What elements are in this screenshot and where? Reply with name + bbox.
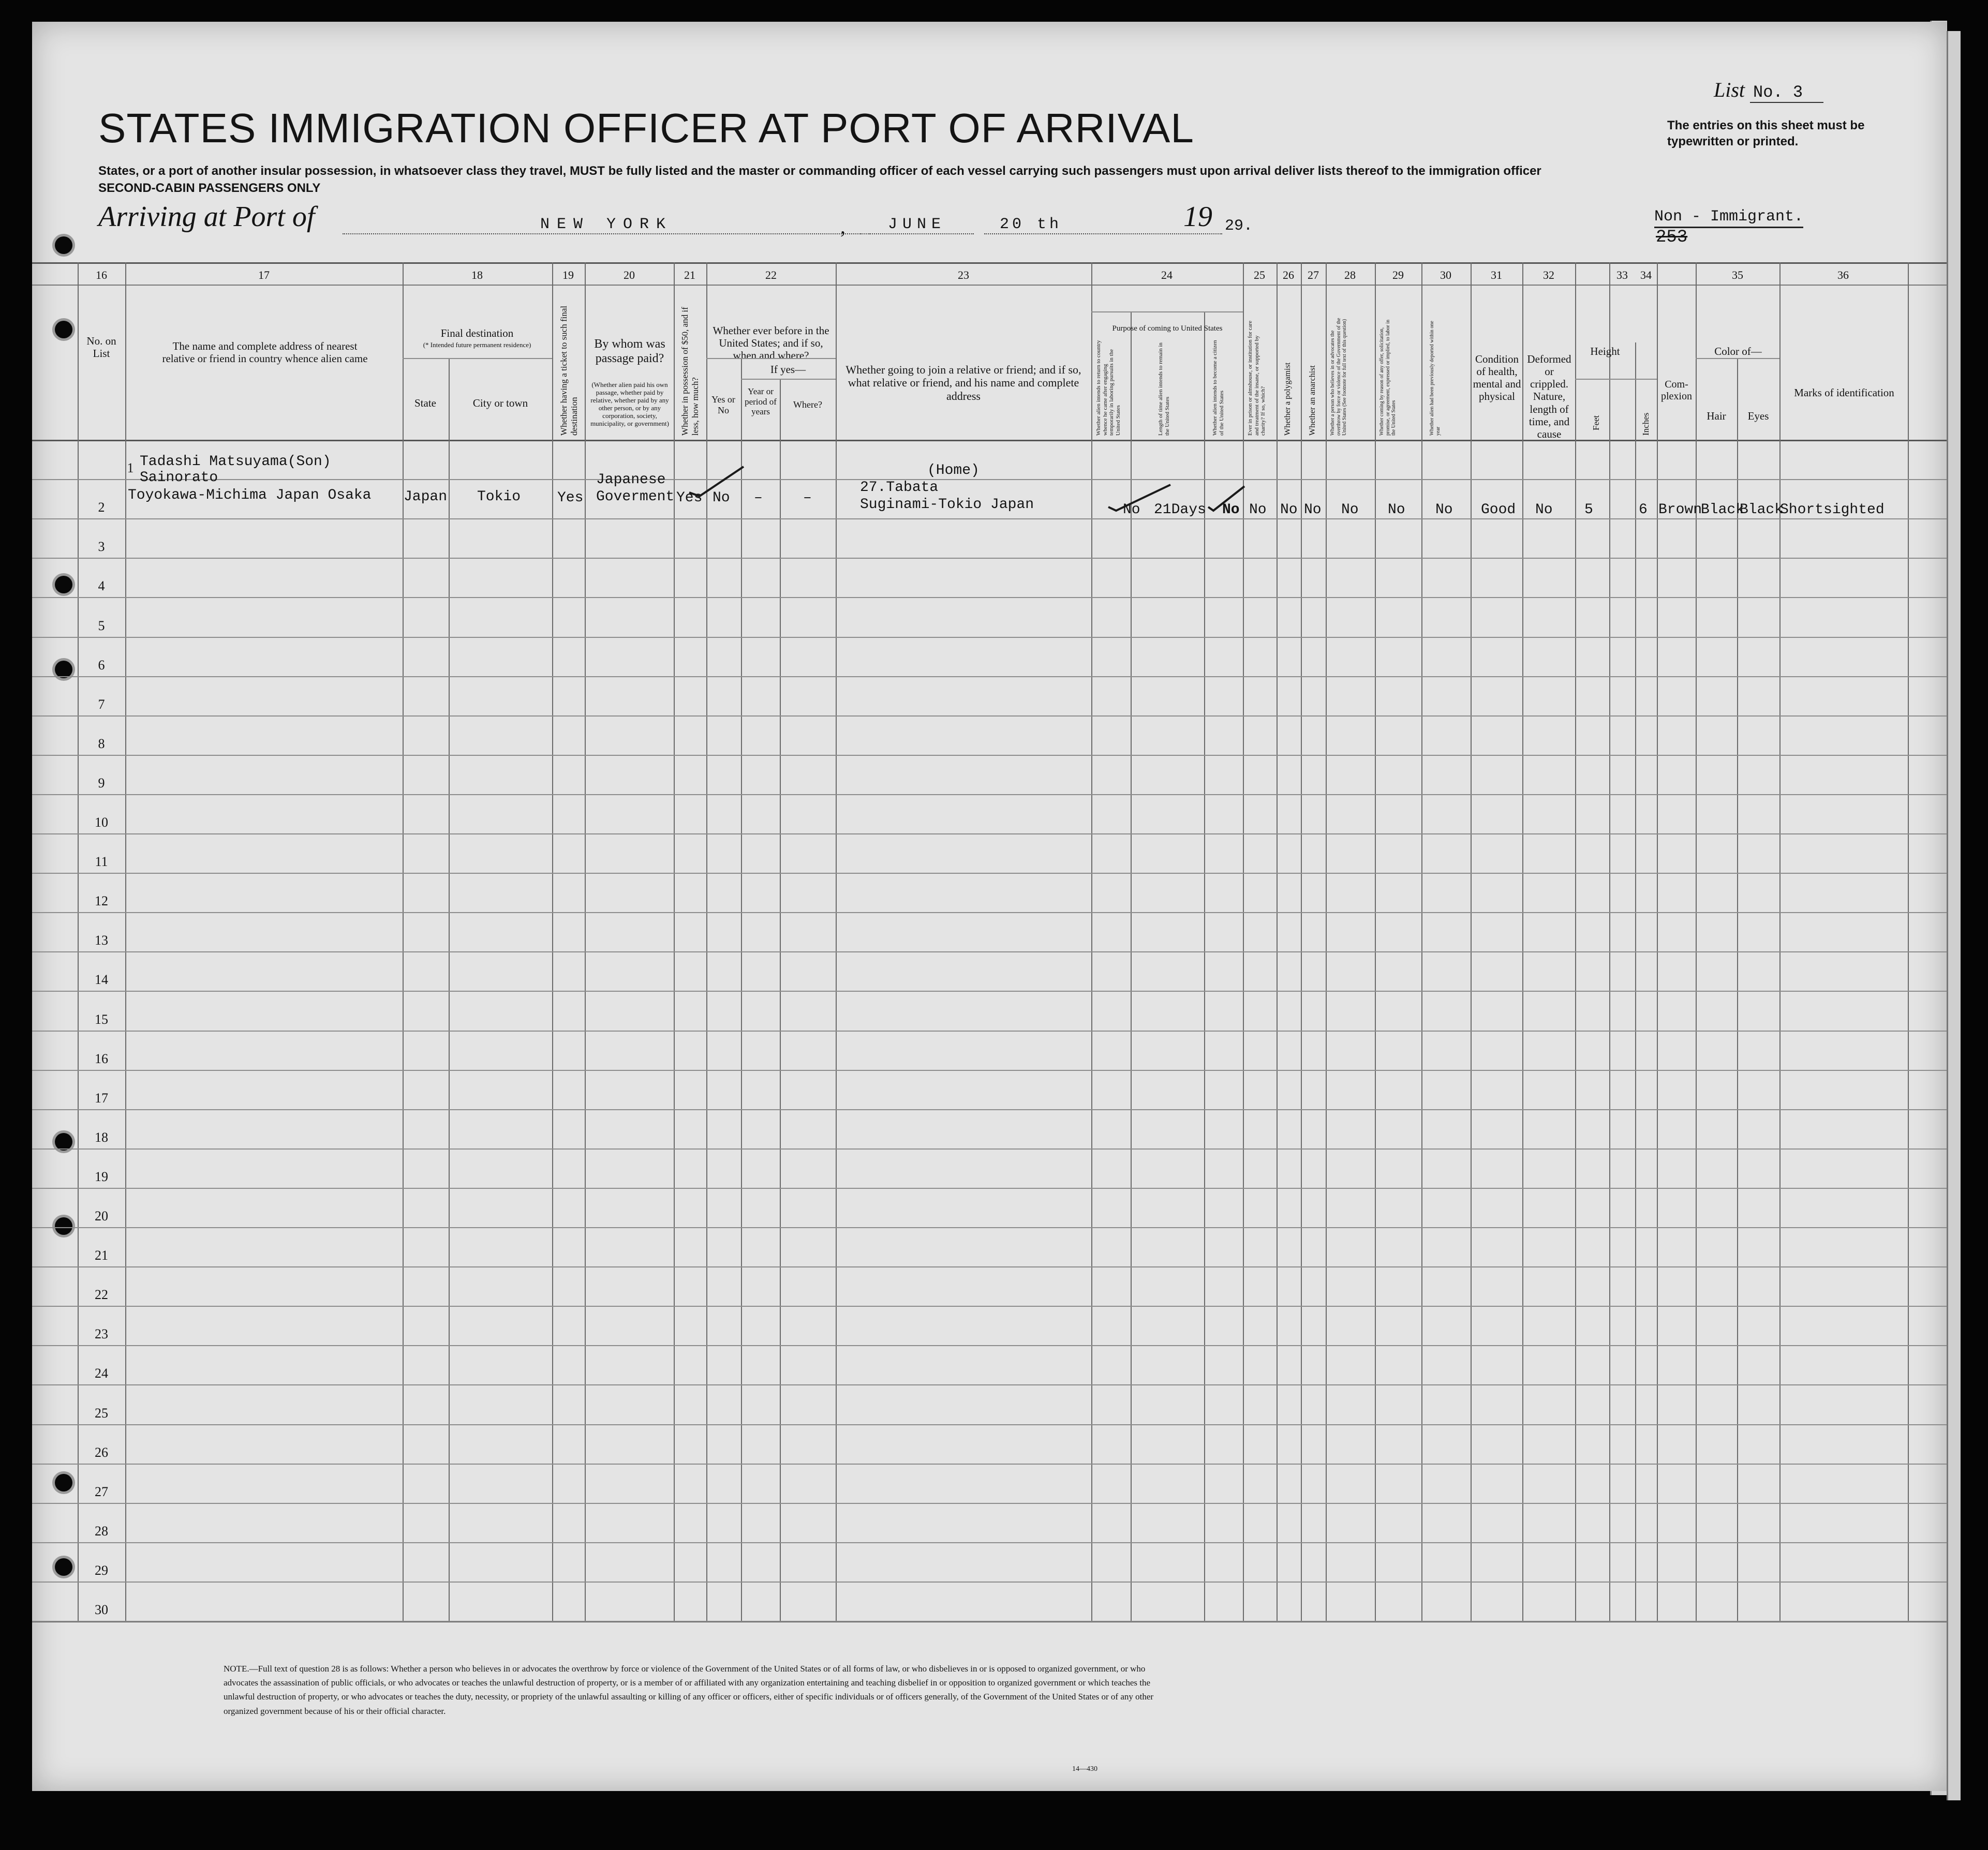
col24a-header: Whether alien intends to return to country whence he came after engaging temporarily in laboring pursuits in the United States: [1095, 340, 1121, 436]
hair-color: Black: [1701, 502, 1745, 518]
join-note: (Home): [927, 463, 980, 479]
row-number: 7: [98, 696, 105, 712]
row-rule: [32, 1424, 1947, 1425]
col-rule: [741, 358, 742, 1621]
col-number: 17: [258, 268, 270, 281]
col-rule: [78, 262, 79, 1621]
row-number: 22: [95, 1287, 108, 1303]
col-rule: [1471, 262, 1472, 1621]
before-us-answer: No: [713, 490, 730, 506]
row-number: 8: [98, 736, 105, 751]
col24b-header: Length of time alien intends to remain in the United States: [1158, 342, 1170, 436]
col22-year: Year or period of years: [745, 386, 777, 417]
non-immigrant-label: Non - Immigrant.: [1654, 208, 1803, 228]
row-rule: [32, 1070, 1947, 1071]
row-rule: [32, 715, 1947, 717]
col27-header: Whether an anarchist: [1308, 365, 1317, 436]
comma: ,: [840, 215, 845, 238]
join-address-line2: Suginami-Tokio Japan: [860, 497, 1034, 513]
row-number: 19: [95, 1169, 108, 1184]
row-rule: [32, 637, 1947, 638]
row-number: 30: [95, 1602, 108, 1617]
page-edge: [1947, 31, 1961, 1800]
col20-header: By whom was passage paid?: [594, 337, 665, 365]
col-rule: [1696, 262, 1697, 1621]
row-number: 11: [95, 854, 108, 870]
identification-marks: Shortsighted: [1780, 502, 1885, 518]
col19-header: Whether having a ticket to such final destination: [559, 305, 579, 436]
year-period-answer: –: [754, 490, 763, 506]
row-rule: [32, 755, 1947, 756]
ticket-answer: Yes: [557, 490, 584, 506]
col-rule: [1091, 262, 1092, 1621]
arriving-label: Arriving at Port of: [98, 201, 315, 233]
row-rule: [32, 479, 1947, 480]
col-number: 24: [1161, 268, 1173, 281]
col-rule: [1635, 342, 1636, 1621]
paid-by-line2: Goverment: [596, 489, 675, 505]
binder-hole: [55, 1474, 72, 1491]
form-number: 14—430: [1072, 1765, 1097, 1773]
header-subrule: [741, 379, 836, 380]
question29-answer: No: [1388, 502, 1405, 518]
col-rule: [1779, 262, 1781, 1621]
row-number: 27: [95, 1484, 108, 1499]
binder-hole: [55, 236, 72, 254]
return-intent: No: [1123, 502, 1140, 518]
row-number: 5: [98, 618, 105, 633]
row-rule: [32, 1582, 1947, 1583]
question28-answer: No: [1341, 502, 1359, 518]
row-rule: [32, 1148, 1947, 1150]
col36-header: Marks of identification: [1794, 386, 1894, 399]
page-title: STATES IMMIGRATION OFFICER AT PORT OF ARRIVAL: [98, 105, 1194, 151]
check-mark: [1206, 482, 1252, 513]
col-rule: [1301, 262, 1302, 1621]
header-subrule: [1575, 379, 1657, 380]
col22-where: Where?: [793, 399, 822, 410]
col33-header: Height: [1590, 345, 1620, 357]
row-rule: [32, 991, 1947, 992]
deformed-answer: No: [1535, 502, 1553, 518]
col28-header: Whether a person who believes in or advocates the overthrow by force or violence of the Government of the United States (See footnote for full text of this question): [1330, 318, 1347, 436]
year-prefix: 19: [1183, 201, 1212, 233]
row-number: 20: [95, 1209, 108, 1224]
row-number: 28: [95, 1523, 108, 1539]
relative-place: Sainorato: [140, 470, 218, 486]
col-rule: [552, 262, 553, 1621]
col-number: 29: [1392, 268, 1404, 281]
destination-state: Japan: [404, 489, 448, 505]
row-rule: [32, 951, 1947, 952]
col-rule: [1908, 262, 1909, 1621]
col-number: 19: [562, 268, 574, 281]
col-number: 26: [1283, 268, 1294, 281]
anarchist-answer: No: [1304, 502, 1322, 518]
polygamist-answer: No: [1280, 502, 1298, 518]
col-number: 18: [471, 268, 483, 281]
col35-eyes: Eyes: [1747, 410, 1769, 422]
row-number: 16: [95, 1051, 108, 1066]
row-number: 3: [98, 539, 105, 555]
paid-by-line1: Japanese: [596, 472, 666, 488]
destination-city: Tokio: [477, 489, 521, 505]
binder-hole: [55, 1558, 72, 1576]
col22-header: Whether ever before in the United States; and if so, when and where?: [713, 324, 829, 362]
arrival-day: 20 th: [984, 216, 1222, 234]
col22-yesno: Yes or No: [711, 394, 735, 415]
row-number: 29: [95, 1562, 108, 1578]
relative-name: Tadashi Matsuyama(Son): [140, 454, 331, 470]
row-number: 24: [95, 1366, 108, 1381]
row-number: 9: [98, 775, 105, 790]
row-rule: [32, 1306, 1947, 1307]
col-number: 28: [1344, 268, 1356, 281]
row-rule: [32, 597, 1947, 598]
relative-address: Toyokawa-Michima Japan Osaka: [128, 487, 372, 503]
col24-header: Purpose of coming to United States: [1112, 324, 1223, 333]
col-rule: [1609, 262, 1610, 1621]
row-number: 23: [95, 1326, 108, 1342]
row-rule: [32, 1621, 1947, 1622]
col17-header: The name and complete address of nearest relative or friend in country whence alien came: [162, 340, 368, 365]
row-number: 18: [95, 1129, 108, 1145]
col25-header: Ever in prison or almshouse, or institution for care and treatment of the insane, or supported by charity? If so, which?: [1247, 320, 1267, 436]
row-number: 14: [95, 972, 108, 988]
row-rule: [32, 1345, 1947, 1346]
col-number: 20: [624, 268, 635, 281]
row-rule: [32, 912, 1947, 913]
binder-hole: [55, 321, 72, 338]
col-number: 23: [958, 268, 969, 281]
binder-hole: [55, 1217, 72, 1235]
col22-ifyes: If yes—: [770, 363, 806, 376]
col-number: 33: [1616, 268, 1628, 281]
row-rule: [32, 873, 1947, 874]
col-rule: [1421, 262, 1422, 1621]
col-number: 31: [1491, 268, 1502, 281]
col30-header: Whether alien had been previously deported within one year: [1429, 321, 1441, 436]
col21-header: Whether in possession of $50, and if less, how much?: [680, 307, 700, 436]
length-of-stay: 21Days: [1154, 502, 1206, 518]
row-number: 13: [95, 933, 108, 948]
col32-header: Deformed or crippled. Nature, length of time, and cause: [1527, 353, 1571, 440]
row-number: 2: [98, 500, 105, 515]
row-number: 4: [98, 578, 105, 594]
col-number: 30: [1440, 268, 1451, 281]
row-rule: [32, 1503, 1947, 1504]
year-suffix: 29.: [1225, 217, 1253, 235]
col20-note: (Whether alien paid his own passage, whether paid by relative, whether paid by any other person, or by any corporation, society, municipality, or government): [590, 381, 669, 427]
col35-hair: Hair: [1707, 410, 1726, 422]
question30-answer: No: [1435, 502, 1453, 518]
prison-answer: No: [1249, 502, 1267, 518]
table-top-rule: [32, 262, 1947, 264]
citizen-intent: No: [1222, 502, 1240, 518]
row-number: 15: [95, 1011, 108, 1027]
instructions: The entries on this sheet must be typewritten or printed.: [1667, 118, 1865, 149]
col18-note: (* Intended future permanent residence): [423, 341, 531, 349]
col-number: 22: [765, 268, 777, 281]
class-line: SECOND-CABIN PASSENGERS ONLY: [98, 181, 321, 195]
col26-header: Whether a polygamist: [1283, 362, 1292, 436]
row-number: 17: [95, 1090, 108, 1106]
col33-inches: Inches: [1641, 412, 1651, 436]
row-number: 26: [95, 1444, 108, 1460]
col-rule: [1375, 262, 1376, 1621]
row-rule: [32, 676, 1947, 677]
row-rule: [32, 518, 1947, 519]
row-rule: [32, 1109, 1947, 1110]
header-bottom-rule: [32, 440, 1947, 441]
row-number: 1: [127, 460, 134, 476]
col34-header: Com- plexion: [1661, 379, 1692, 402]
header-subrule: [706, 358, 836, 359]
subtitle-line: States, or a port of another insular possession, in whatsoever class they travel, MUST be fully listed and the master or commanding officer of each vessel carrying such passengers must upon arrival deliver lists thereof to the immigration officer: [98, 164, 1541, 178]
height-feet: 5: [1584, 502, 1593, 518]
col-number: 21: [684, 268, 695, 281]
manifest-sheet: [32, 22, 1947, 1791]
col-rule: [1326, 262, 1327, 1621]
row-number: 6: [98, 657, 105, 673]
header-subrule: [1696, 358, 1779, 359]
col-rule: [403, 262, 404, 1621]
row-rule: [32, 1266, 1947, 1267]
col-rule: [1522, 262, 1523, 1621]
footnote-question-28: NOTE.—Full text of question 28 is as follows: Whether a person who believes in or advocates the overthrow by force or violence of the Government of the United States or of all forms of law, or who disbelieves in or is opposed to organized government, or who advocates the assassination of public officials, or who advocates or teaches the unlawful destruction of property, or is a member of or affiliated with any organization entertaining and teaching disbelief in or opposition to organized government or which teaches the unlawful destruction of property, or who advocates or teaches the duty, necessity, or propriety of the unlawful assaulting or killing of any officer or officers, either of specific individuals or of officers generally, of the Government of the United States or of any other organized government because of his or their official character.: [224, 1664, 1154, 1716]
complexion-answer: Brown: [1658, 502, 1702, 518]
col31-header: Condition of health, mental and physical: [1473, 353, 1521, 403]
binder-hole: [55, 576, 72, 593]
row-number: 25: [95, 1405, 108, 1421]
col29-header: Whether coming by reason of any offer, solicitation, promise, or agreement, expressed or implied, to labor in the United States: [1379, 319, 1397, 436]
colnum-rule: [32, 285, 1947, 286]
col-rule: [585, 262, 586, 1621]
row-rule: [32, 558, 1947, 559]
col-number: 32: [1543, 268, 1554, 281]
col-rule: [780, 379, 781, 1621]
row-rule: [32, 1227, 1947, 1228]
col-rule: [1575, 262, 1576, 1621]
col-number: 27: [1308, 268, 1319, 281]
col35-header: Color of—: [1714, 345, 1762, 357]
col18-state: State: [414, 397, 436, 409]
col18-header: Final destination: [440, 327, 514, 339]
col-rule: [1277, 262, 1278, 1621]
col-rule: [1657, 262, 1658, 1621]
col-rule: [836, 262, 837, 1621]
col-rule: [1737, 358, 1738, 1621]
col-rule: [449, 358, 450, 1621]
row-rule: [32, 833, 1947, 834]
where-answer: –: [803, 490, 812, 506]
port-of-arrival: NEW YORK: [343, 216, 870, 234]
height-inches: 6: [1639, 502, 1648, 518]
col-number: 16: [96, 268, 107, 281]
col-number: 35: [1732, 268, 1743, 281]
list-number: List No. 3: [1714, 78, 1823, 102]
col-rule: [1243, 262, 1244, 1621]
row-number: 10: [95, 815, 108, 830]
row-rule: [32, 1542, 1947, 1543]
col-number: 34: [1640, 268, 1652, 281]
check-mark: [687, 464, 749, 500]
col24c-header: Whether alien intends to become a citizen of the United States: [1212, 340, 1225, 436]
row-rule: [32, 1384, 1947, 1385]
header-subrule: [1091, 311, 1243, 312]
check-mark: [1106, 482, 1178, 513]
col23-header: Whether going to join a relative or friend; and if so, what relative or friend, and his name and complete address: [845, 363, 1081, 402]
health-answer: Good: [1481, 502, 1516, 518]
eye-color: Black: [1740, 502, 1784, 518]
row-rule: [32, 1031, 1947, 1032]
col18-city: City or town: [472, 397, 528, 409]
row-number: 21: [95, 1248, 108, 1263]
fifty-dollars-answer: Yes: [676, 490, 703, 506]
row-rule: [32, 1188, 1947, 1189]
arrival-month: JUNE: [860, 216, 974, 234]
header-subrule: [403, 358, 552, 359]
struck-number: 253: [1656, 228, 1688, 247]
col-rule: [674, 262, 675, 1621]
join-address-line1: 27.Tabata: [860, 480, 939, 496]
row-rule: [32, 794, 1947, 795]
row-number: 12: [95, 893, 108, 909]
col-number: 36: [1837, 268, 1849, 281]
col16-header: No. on List: [86, 335, 116, 360]
col33-feet: Feet: [1591, 415, 1601, 430]
col-number: 25: [1254, 268, 1265, 281]
row-rule: [32, 1464, 1947, 1465]
